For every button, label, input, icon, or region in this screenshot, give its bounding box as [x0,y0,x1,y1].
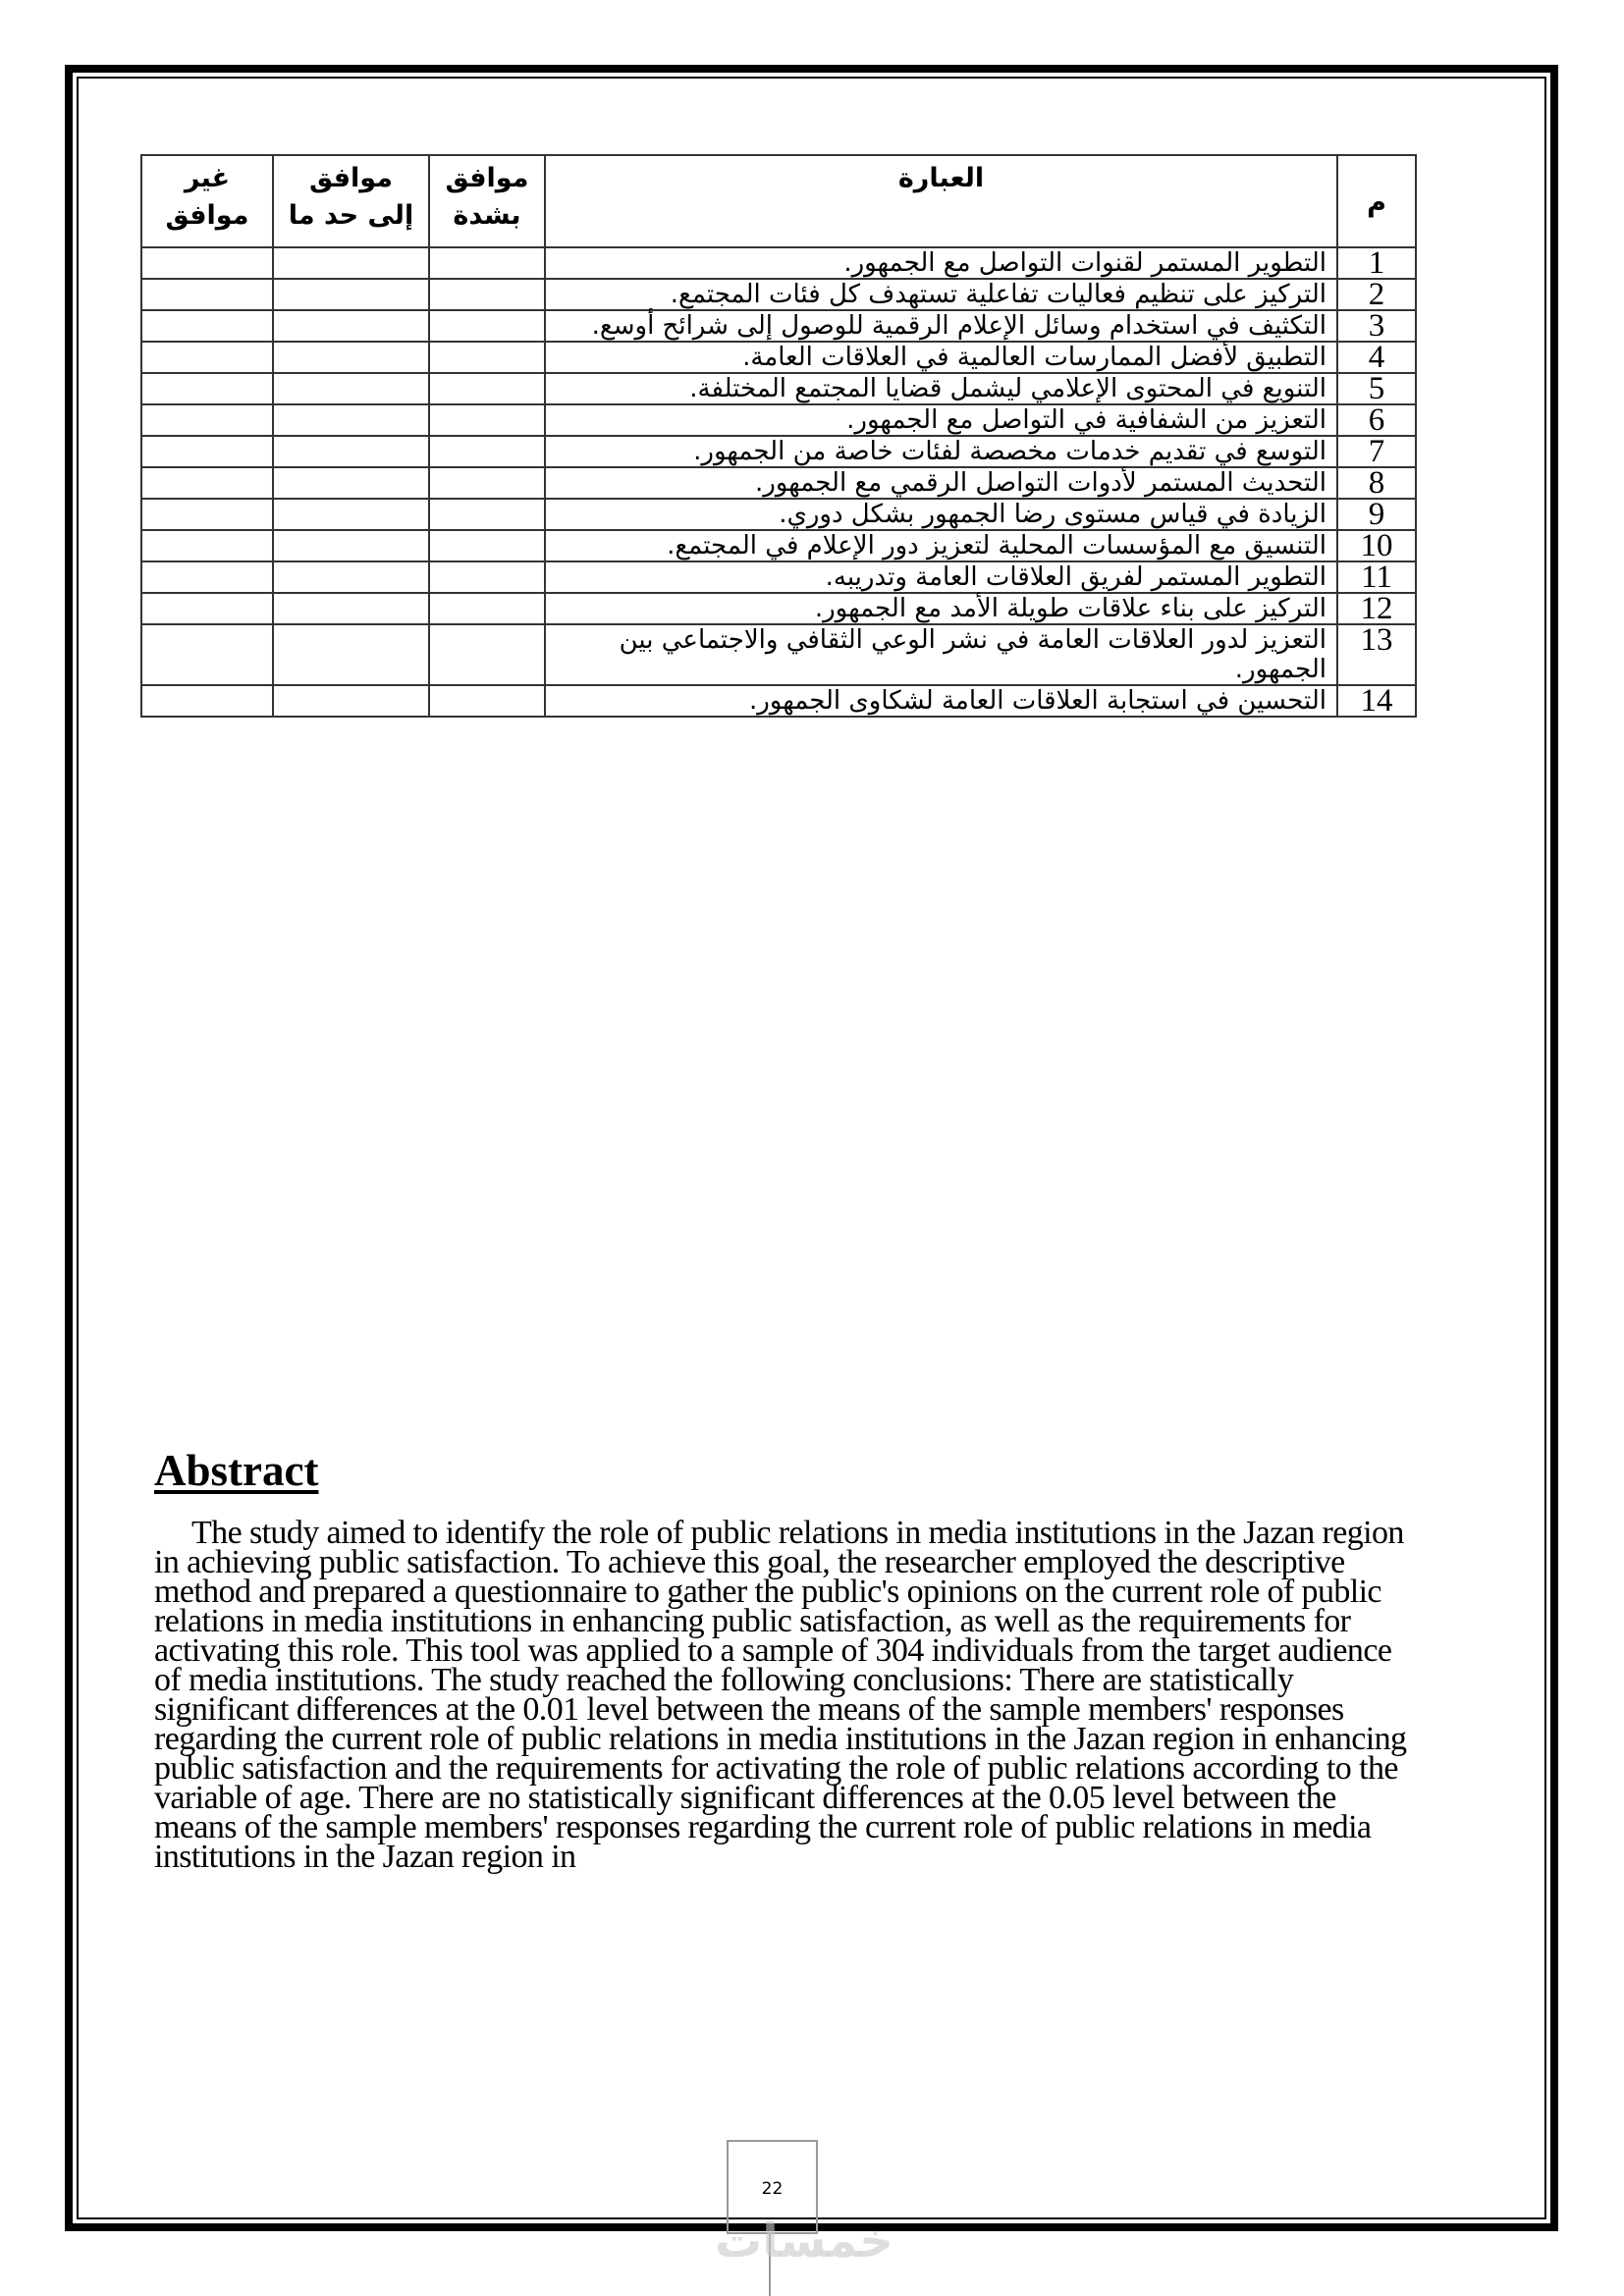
response-disagree[interactable] [141,593,273,624]
row-number: 7 [1337,436,1416,467]
row-statement: التوسع في تقديم خدمات مخصصة لفئات خاصة من الجمهور. [545,436,1337,467]
row-number: 6 [1337,404,1416,436]
header-strongly-agree: موافق بشدة [429,155,545,247]
header-somewhat-agree: موافق إلى حد ما [273,155,429,247]
response-strongly-agree[interactable] [429,499,545,530]
response-disagree[interactable] [141,685,273,717]
row-number: 4 [1337,342,1416,373]
response-somewhat-agree[interactable] [273,373,429,404]
row-statement: التحديث المستمر لأدوات التواصل الرقمي مع الجمهور. [545,467,1337,499]
response-strongly-agree[interactable] [429,342,545,373]
response-disagree[interactable] [141,247,273,279]
row-statement: التطبيق لأفضل الممارسات العالمية في العلاقات العامة. [545,342,1337,373]
response-disagree[interactable] [141,310,273,342]
response-somewhat-agree[interactable] [273,279,429,310]
response-somewhat-agree[interactable] [273,404,429,436]
response-somewhat-agree[interactable] [273,499,429,530]
page-number: 22 [761,2179,784,2199]
table-row [141,624,1416,685]
row-number: 14 [1337,685,1416,717]
row-statement: التكثيف في استخدام وسائل الإعلام الرقمية للوصول إلى شرائح أوسع. [545,310,1337,342]
response-somewhat-agree[interactable] [273,467,429,499]
table-row [141,593,1416,624]
row-number: 2 [1337,279,1416,310]
row-number: 8 [1337,467,1416,499]
row-number: 11 [1337,561,1416,593]
response-strongly-agree[interactable] [429,561,545,593]
row-statement: التنويع في المحتوى الإعلامي ليشمل قضايا المجتمع المختلفة. [545,373,1337,404]
response-strongly-agree[interactable] [429,593,545,624]
row-statement: التركيز على بناء علاقات طويلة الأمد مع الجمهور. [545,593,1337,624]
row-number: 5 [1337,373,1416,404]
table-row [141,685,1416,717]
survey-table [140,154,1417,718]
response-strongly-agree[interactable] [429,373,545,404]
row-number: 12 [1337,593,1416,624]
response-somewhat-agree[interactable] [273,593,429,624]
row-number: 3 [1337,310,1416,342]
abstract-body: The study aimed to identify the role of public relations in media institutions in the Jazan region in achieving public satisfaction. To achieve this goal, the researcher employed the descriptive method and prepared a questionnaire to gather the public's opinions on the current role of public relations in media institutions in enhancing public satisfaction, as well as the requirements for activating this role. This tool was applied to a sample of 304 individuals from the target audience of media institutions. The study reached the following conclusions: There are statistically significant differences at the 0.01 level between the means of the sample members' responses regarding the current role of public relations in media institutions in the Jazan region in enhancing public satisfaction and the requirements for activating the role of public relations according to the variable of age. There are no statistically significant differences at the 0.05 level between the means of the sample members' responses regarding the current role of public relations in media institutions in the Jazan region in [154,1515,1407,1875]
response-disagree[interactable] [141,499,273,530]
response-strongly-agree[interactable] [429,467,545,499]
table-row [141,247,1416,279]
response-somewhat-agree[interactable] [273,247,429,279]
header-disagree: غير موافق [141,155,273,247]
response-somewhat-agree[interactable] [273,436,429,467]
row-number: 9 [1337,499,1416,530]
row-number: 10 [1337,530,1416,561]
table-row [141,530,1416,561]
row-statement: التطوير المستمر لقنوات التواصل مع الجمهور. [545,247,1337,279]
response-disagree[interactable] [141,404,273,436]
watermark: خمسات [715,2214,893,2269]
table-row [141,561,1416,593]
table-header-row [141,155,1416,247]
row-number: 1 [1337,247,1416,279]
table-row [141,499,1416,530]
response-strongly-agree[interactable] [429,530,545,561]
row-number: 13 [1337,624,1416,685]
response-strongly-agree[interactable] [429,685,545,717]
row-statement: الزيادة في قياس مستوى رضا الجمهور بشكل دوري. [545,499,1337,530]
table-row [141,279,1416,310]
response-somewhat-agree[interactable] [273,310,429,342]
response-disagree[interactable] [141,561,273,593]
response-disagree[interactable] [141,436,273,467]
row-statement: التطوير المستمر لفريق العلاقات العامة وتدريبه. [545,561,1337,593]
response-strongly-agree[interactable] [429,247,545,279]
response-somewhat-agree[interactable] [273,342,429,373]
response-strongly-agree[interactable] [429,436,545,467]
row-statement: التركيز على تنظيم فعاليات تفاعلية تستهدف كل فئات المجتمع. [545,279,1337,310]
table-row [141,436,1416,467]
response-strongly-agree[interactable] [429,279,545,310]
response-strongly-agree[interactable] [429,310,545,342]
response-disagree[interactable] [141,373,273,404]
table-row [141,467,1416,499]
response-disagree[interactable] [141,530,273,561]
row-statement: التحسين في استجابة العلاقات العامة لشكاوى الجمهور. [545,685,1337,717]
response-strongly-agree[interactable] [429,404,545,436]
response-disagree[interactable] [141,467,273,499]
table-row [141,404,1416,436]
response-somewhat-agree[interactable] [273,530,429,561]
row-statement: التعزيز من الشفافية في التواصل مع الجمهور. [545,404,1337,436]
row-statement: التنسيق مع المؤسسات المحلية لتعزيز دور الإعلام في المجتمع. [545,530,1337,561]
response-disagree[interactable] [141,342,273,373]
header-statement: العبارة [545,155,1337,247]
abstract-heading: Abstract [154,1446,319,1495]
response-somewhat-agree[interactable] [273,624,429,685]
table-row [141,342,1416,373]
response-strongly-agree[interactable] [429,624,545,685]
row-statement: التعزيز لدور العلاقات العامة في نشر الوعي الثقافي والاجتماعي بين الجمهور. [545,624,1337,685]
header-number: م [1337,155,1416,247]
table-row [141,310,1416,342]
response-somewhat-agree[interactable] [273,561,429,593]
response-disagree[interactable] [141,279,273,310]
table-row [141,373,1416,404]
response-disagree[interactable] [141,624,273,685]
response-somewhat-agree[interactable] [273,685,429,717]
